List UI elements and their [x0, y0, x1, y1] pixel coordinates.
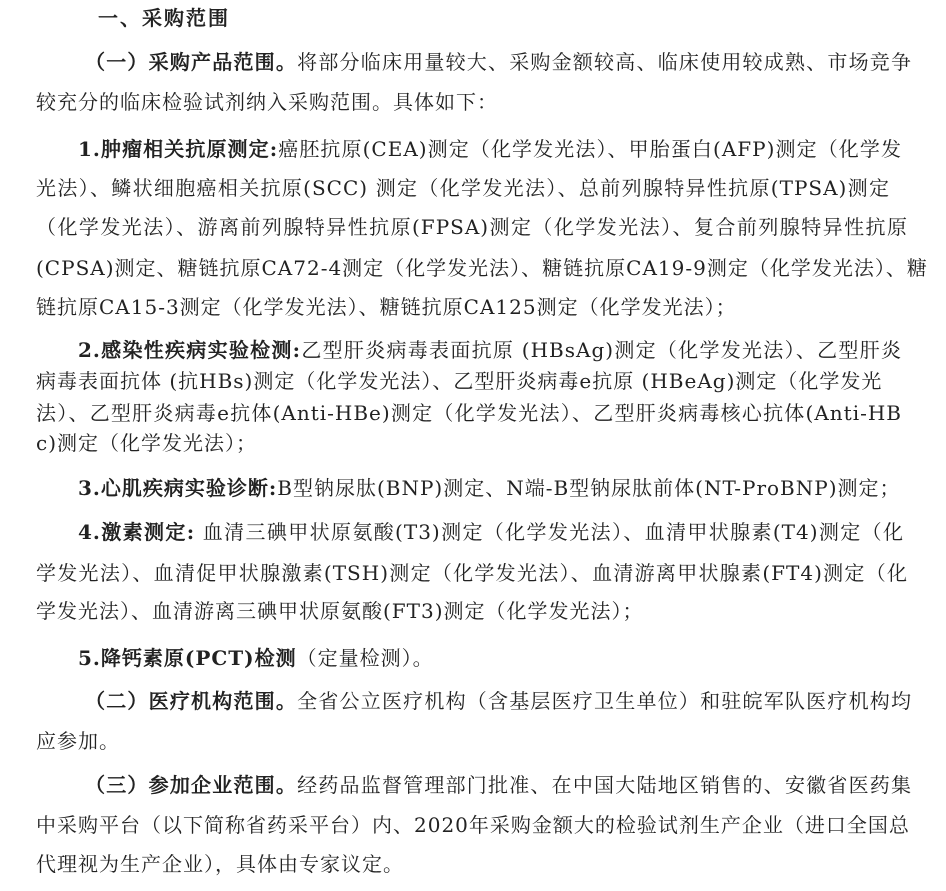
sub3-label: （三）参加企业范围。 [85, 773, 298, 797]
item-4-hormones [78, 520, 904, 544]
item-3-cardiac [78, 476, 946, 500]
paragraph-procurement-products [85, 50, 912, 74]
paragraph-line: c)测定（化学发光法）； [36, 431, 258, 455]
item2-label: 2.感染性疾病实验检测: [78, 338, 302, 362]
paragraph-line: 链抗原CA15-3测定（化学发光法）、糖链抗原CA125测定（化学发光法）； [36, 295, 737, 319]
item5-text: （定量检测）。 [296, 646, 434, 670]
item3-label: 3.心肌疾病实验诊断: [78, 476, 278, 500]
item2-text: 乙型肝炎病毒表面抗原 (HBsAg)测定（化学发光法）、乙型肝炎 [301, 338, 902, 362]
item-1-tumor-antigens [78, 137, 902, 161]
item-5-pct [78, 646, 946, 670]
item3-text: B型钠尿肽(BNP)测定、N端-B型钠尿肽前体(NT-ProBNP)测定； [277, 476, 901, 500]
item4-label: 4.激素测定: [78, 520, 196, 544]
item1-text: 癌胚抗原(CEA)测定（化学发光法）、甲胎蛋白(AFP)测定（化学发 [278, 137, 902, 161]
paragraph-line: 中采购平台（以下简称省药采平台）内、2020年采购金额大的检验试剂生产企业（进口全国总 [36, 813, 910, 837]
paragraph-line: 光法）、鳞状细胞癌相关抗原(SCC) 测定（化学发光法）、总前列腺特异性抗原(TPSA)测定 [36, 176, 890, 200]
paragraph-line: 应参加。 [36, 729, 120, 753]
paragraph-line: 学发光法）、血清游离三碘甲状原氨酸(FT3)测定（化学发光法）； [36, 599, 644, 623]
item4-text: 血清三碘甲状原氨酸(T3)测定（化学发光法）、血清甲状腺素(T4)测定（化 [195, 520, 904, 544]
sub2-text: 全省公立医疗机构（含基层医疗卫生单位）和驻皖军队医疗机构均 [297, 689, 913, 713]
paragraph-line: 法）、乙型肝炎病毒e抗体(Anti-HBe)测定（化学发光法）、乙型肝炎病毒核心抗体(Anti-HB [36, 401, 902, 425]
paragraph-participating-enterprises [85, 773, 912, 797]
section-title: 一、采购范围 [98, 6, 230, 30]
paragraph-line: (CPSA)测定、糖链抗原CA72-4测定（化学发光法）、糖链抗原CA19-9测定（化学发光法）、糖 [36, 256, 928, 280]
sub2-label: （二）医疗机构范围。 [85, 689, 298, 713]
sub1-text: 将部分临床用量较大、采购金额较高、临床使用较成熟、市场竞争 [297, 50, 913, 74]
sub3-text: 经药品监督管理部门批准、在中国大陆地区销售的、安徽省医药集 [297, 773, 913, 797]
paragraph-line: 病毒表面抗体 (抗HBs)测定（化学发光法）、乙型肝炎病毒e抗原 (HBeAg)测定（化学发光 [36, 369, 883, 393]
paragraph-line: 较充分的临床检验试剂纳入采购范围。具体如下： [36, 90, 498, 114]
paragraph-line: 代理视为生产企业），具体由专家议定。 [36, 852, 404, 876]
paragraph-medical-institutions [85, 689, 912, 713]
item5-label: 5.降钙素原(PCT)检测 [78, 646, 297, 670]
item-2-infectious-disease [78, 338, 902, 362]
paragraph-line: （化学发光法）、游离前列腺特异性抗原(FPSA)测定（化学发光法）、复合前列腺特异性抗原 [36, 215, 908, 239]
sub1-label: （一）采购产品范围。 [85, 50, 298, 74]
item1-label: 1.肿瘤相关抗原测定: [78, 137, 279, 161]
paragraph-line: 学发光法）、血清促甲状腺激素(TSH)测定（化学发光法）、血清游离甲状腺素(FT4)测定（化 [36, 561, 908, 585]
